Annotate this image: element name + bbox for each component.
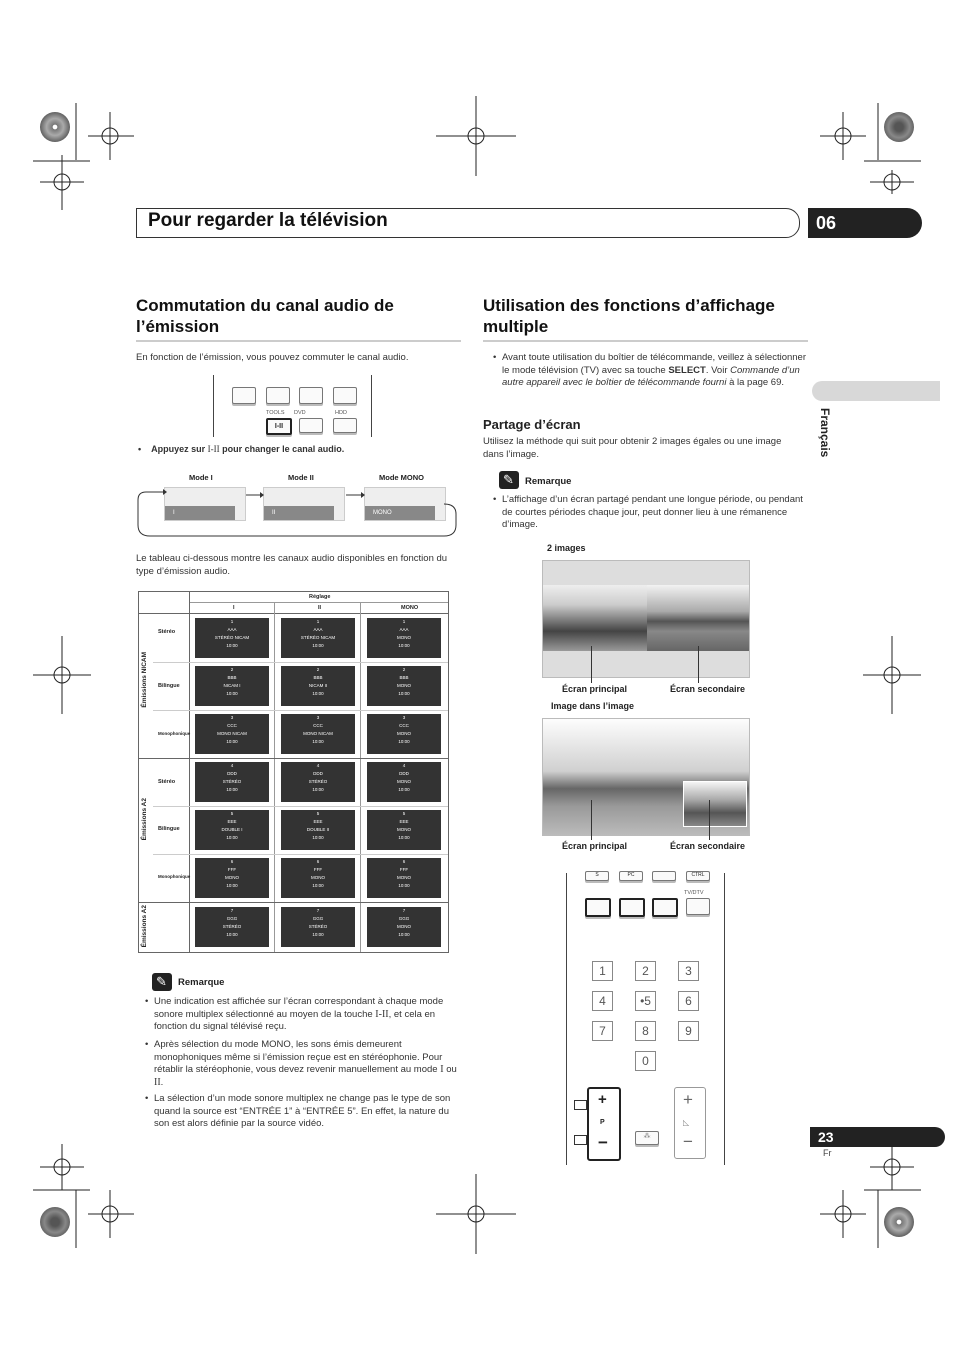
cell-text: 10:00 (398, 739, 410, 744)
channel-number: 5 (316, 811, 320, 816)
key-s[interactable]: S (585, 871, 609, 881)
cell-text: STÉRÉO (308, 779, 328, 784)
tvdtv-key[interactable] (686, 898, 710, 915)
cell-text: STÉRÉO (222, 779, 242, 784)
cell-text: STÉRÉO NICAM (214, 635, 250, 640)
table-cell (195, 666, 269, 706)
row-label: Stéréo (158, 779, 176, 785)
table-group-line (139, 758, 448, 759)
channel-number: 4 (316, 763, 320, 768)
column-i: I (233, 605, 235, 611)
cell-text: 10:00 (226, 835, 238, 840)
cell-text: MONO (397, 924, 411, 929)
cell-text: 10:00 (226, 739, 238, 744)
modes-cycle-arrows (136, 470, 461, 542)
cell-text: 10:00 (226, 883, 238, 888)
table-cell (367, 666, 441, 706)
num-key-4[interactable]: 4 (592, 991, 613, 1011)
table-cell (367, 810, 441, 850)
input-icon (574, 1135, 587, 1145)
cell-text: MONO NICAM (217, 731, 247, 736)
table-cell (195, 714, 269, 754)
left-note-title: Remarque (178, 977, 225, 988)
cell-text: FFF (227, 867, 237, 872)
table-cell (195, 762, 269, 802)
table-col-line (274, 603, 275, 952)
key-blank[interactable] (652, 871, 676, 881)
instruction: • Appuyez sur I-II pour changer le canal audio. (138, 444, 345, 454)
row-label: Bilingue (158, 683, 180, 689)
main-screen-photo (543, 585, 647, 651)
mode-1-indicator: I (165, 506, 235, 520)
cell-text: 10:00 (312, 835, 324, 840)
table-group-line (139, 902, 448, 903)
table-cell (281, 907, 355, 947)
left-intro: En fonction de l’émission, vous pouvez commuter le canal audio. (136, 352, 409, 363)
cell-text: 10:00 (312, 932, 324, 937)
table-cell (195, 810, 269, 850)
table-cell (281, 762, 355, 802)
cell-text: MONO (397, 779, 411, 784)
img1-sub-label: Écran secondaire (670, 684, 746, 694)
cell-text: 10:00 (226, 643, 238, 648)
language-label: Français (818, 408, 832, 458)
pip-image (542, 718, 750, 836)
cell-text: BBB (313, 675, 323, 680)
volume-icon: ◺ (683, 1118, 690, 1127)
left-heading: Commutation du canal audio de l’émission (136, 296, 394, 336)
cell-text: STÉRÉO NICAM (300, 635, 336, 640)
mode-2-label: Mode II (288, 473, 314, 482)
page-title: Pour regarder la télévision (148, 210, 388, 231)
cell-text: 10:00 (312, 739, 324, 744)
mode-2-indicator: II (264, 506, 334, 520)
cell-text: 10:00 (312, 643, 324, 648)
img1-leader-main (591, 646, 592, 683)
cell-text: CCC (227, 723, 237, 728)
table-row-line (153, 854, 448, 855)
table-cell (195, 858, 269, 898)
right-note-title: Remarque (525, 476, 572, 487)
dvd-label: DVD (294, 410, 306, 416)
cell-text: CCC (313, 723, 323, 728)
cell-text: DDD (313, 771, 323, 776)
table-cell (281, 858, 355, 898)
page-number: 23 (810, 1127, 945, 1147)
cell-text: DOUBLE II (306, 827, 330, 832)
group-label-a2: Émissions A2 (141, 798, 148, 841)
left-note-2: • Après sélection du mode MONO, les sons émis demeurent monophoniques même si l’émission reçue est en stéréophonie. Pour rétablir la stéréophonie, vous devez revenir manuellement au mode I ou II. (154, 1039, 460, 1089)
row-label: Monophonique (158, 731, 191, 736)
channel-number: 7 (316, 908, 320, 913)
language-code: Fr (823, 1148, 832, 1158)
hdd-label: HDD (335, 410, 347, 416)
column-ii: II (318, 605, 322, 611)
cell-text: 10:00 (312, 787, 324, 792)
group-label-nicam: Émissions NICAM (141, 652, 148, 708)
cell-text: STÉRÉO (308, 924, 328, 929)
cell-text: DDD (227, 771, 237, 776)
cell-text: EEE (313, 819, 323, 824)
right-heading: Utilisation des fonctions d’affichage multiple (483, 296, 775, 336)
chapter-number: 06 (808, 208, 922, 238)
table-cell (195, 907, 269, 947)
cell-text: EEE (227, 819, 237, 824)
registration-mark (40, 112, 70, 142)
cell-text: 10:00 (312, 691, 324, 696)
channel-number: 7 (402, 908, 406, 913)
audio-table (138, 591, 449, 953)
cell-text: MONO (311, 875, 325, 880)
registration-mark (884, 112, 914, 142)
img1-main-label: Écran principal (562, 684, 628, 694)
img2-label: Image dans l’image (551, 701, 635, 711)
group-label-a2-mono: Émissions A2 (141, 905, 148, 948)
dvd-key[interactable] (299, 418, 323, 433)
img1-label: 2 images (547, 543, 586, 553)
num-key-6[interactable]: 6 (678, 991, 699, 1011)
table-row-line (153, 662, 448, 663)
right-heading-rule (483, 340, 808, 342)
volume-down-icon: − (683, 1132, 693, 1151)
program-down-icon: − (598, 1133, 608, 1152)
num-key-3[interactable]: 3 (678, 961, 699, 981)
num-key-2[interactable]: 2 (635, 961, 656, 981)
cell-text: STÉRÉO (222, 924, 242, 929)
subheading: Partage d’écran (483, 417, 581, 432)
right-note: • L’affichage d’un écran partagé pendant une longue période, ou pendant de courtes périodes chaque jour, peut donner lieu à une rémanence d’image. (502, 494, 807, 532)
next-chapter-key[interactable] (266, 387, 290, 404)
num-key-9[interactable]: 9 (678, 1021, 699, 1041)
left-note-1: • Une indication est affichée sur l’écran correspondant à chaque mode sonore multiplex sélectionné au moyen de la touche I-II, et cela en fonction du signal télévisé reçu. (154, 996, 460, 1034)
table-col-line (189, 592, 190, 952)
remote-edge-left (566, 873, 567, 1165)
cell-text: 10:00 (226, 691, 238, 696)
cell-text: MONO (397, 875, 411, 880)
hdd-key[interactable] (333, 418, 357, 433)
mode-mono-label: Mode MONO (379, 473, 424, 482)
channel-number: 5 (402, 811, 406, 816)
mode-mono-indicator: MONO (365, 506, 435, 520)
channel-number: 3 (402, 715, 406, 720)
pip-key[interactable] (619, 898, 645, 917)
remote-edge-right (371, 375, 372, 437)
column-mono: MONO (401, 605, 419, 611)
cell-text: AAA (227, 627, 237, 632)
cell-text: AAA (313, 627, 323, 632)
program-label: P (600, 1119, 605, 1126)
cell-text: FFF (399, 867, 409, 872)
right-bullet: • Avant toute utilisation du boîtier de télécommande, veillez à sélectionner le mode télévision (TV) avec sa touche SELECT. Voir Commande d’un autre appareil avec le boîtier de télécommande fourni à la page 69. (502, 352, 807, 390)
tools-label: TOOLS (266, 410, 285, 416)
table-cell (367, 858, 441, 898)
table-row-line (153, 710, 448, 711)
split-screen-key[interactable] (585, 898, 611, 917)
channel-number: 4 (402, 763, 406, 768)
channel-number: 1 (230, 619, 234, 624)
sub-text: Utilisez la méthode qui suit pour obtenir 2 images égales ou une image dans l’image. (483, 436, 782, 460)
sub-screen-photo (647, 585, 749, 651)
language-tab (812, 381, 940, 401)
note-icon (499, 471, 519, 489)
cell-text: 10:00 (398, 835, 410, 840)
input-icon (574, 1100, 587, 1110)
note-icon (152, 973, 172, 991)
table-cell (367, 618, 441, 658)
volume-rocker[interactable] (674, 1087, 706, 1159)
channel-number: 7 (230, 908, 234, 913)
channel-number: 3 (316, 715, 320, 720)
img2-leader-sub (709, 800, 710, 840)
prev-chapter-key[interactable] (232, 387, 256, 404)
table-cell (281, 810, 355, 850)
cell-text: BBB (399, 675, 409, 680)
table-cell (281, 618, 355, 658)
table-cell (281, 666, 355, 706)
remote-edge-left (213, 375, 214, 437)
img2-leader-main (591, 800, 592, 840)
num-key-0[interactable]: 0 (635, 1051, 656, 1071)
cell-text: FFF (313, 867, 323, 872)
num-key-5[interactable]: •5 (635, 991, 656, 1011)
table-header-bottom (139, 613, 448, 614)
left-note-3: • La sélection d’un mode sonore multiplex ne change pas le type de son quand la source est “ENTRÉE 1” à “ENTRÉE 5”. En effet, la nature du son est alors définie par la source vidéo. (154, 1093, 460, 1131)
img1-leader-sub (698, 646, 699, 683)
row-label: Monophonique (158, 874, 191, 879)
cell-text: MONO (397, 635, 411, 640)
table-cell (195, 618, 269, 658)
cell-text: GGG (312, 916, 324, 921)
cell-text: 10:00 (312, 883, 324, 888)
menu-key[interactable] (299, 387, 323, 404)
table-cell (367, 714, 441, 754)
program-up-icon: + (598, 1091, 607, 1108)
volume-up-icon: + (683, 1090, 693, 1109)
cell-text: AAA (399, 627, 409, 632)
cell-text: MONO (397, 683, 411, 688)
remote-edge-right (724, 873, 725, 1165)
channel-number: 6 (402, 859, 406, 864)
channel-number: 3 (230, 715, 234, 720)
cell-text: 10:00 (398, 643, 410, 648)
mode-1-label: Mode I (189, 473, 213, 482)
table-cell (367, 762, 441, 802)
num-key-8[interactable]: 8 (635, 1021, 656, 1041)
channel-number: 5 (230, 811, 234, 816)
cell-text: NICAM I (223, 683, 241, 688)
channel-number: 1 (402, 619, 406, 624)
row-label: Bilingue (158, 826, 180, 832)
cell-text: BBB (227, 675, 237, 680)
split-screen-image (542, 560, 750, 678)
table-intro: Le tableau ci-dessous montre les canaux audio disponibles en fonction du type d’émission audio. (136, 553, 448, 577)
cell-text: 10:00 (398, 787, 410, 792)
swap-key[interactable] (652, 898, 678, 917)
cell-text: DDD (399, 771, 409, 776)
audio-i-ii-key[interactable]: I-II (266, 418, 292, 435)
cell-text: GGG (226, 916, 238, 921)
row-label: Stéréo (158, 629, 176, 635)
channel-number: 2 (230, 667, 234, 672)
key-pc[interactable]: PC (619, 871, 643, 881)
cell-text: MONO NICAM (303, 731, 333, 736)
tvdtv-label: TV/DTV (684, 890, 704, 896)
cell-text: 10:00 (226, 787, 238, 792)
channel-number: 4 (230, 763, 234, 768)
registration-mark (884, 1207, 914, 1237)
table-cell (367, 907, 441, 947)
list-key[interactable] (333, 387, 357, 404)
pip-sub-window (683, 781, 747, 827)
cell-text: MONO (397, 731, 411, 736)
channel-number: 2 (316, 667, 320, 672)
img2-sub-label: Écran secondaire (670, 841, 746, 851)
cell-text: MONO (225, 875, 239, 880)
table-col-line (360, 603, 361, 952)
cell-text: EEE (399, 819, 409, 824)
table-row-line (153, 806, 448, 807)
num-key-1[interactable]: 1 (592, 961, 613, 981)
table-header-line (189, 602, 448, 603)
cell-text: 10:00 (226, 932, 238, 937)
cell-text: MONO (397, 827, 411, 832)
num-key-7[interactable]: 7 (592, 1021, 613, 1041)
registration-mark (40, 1207, 70, 1237)
cell-text: GGG (398, 916, 410, 921)
key-ctrl[interactable]: CTRL (686, 871, 710, 881)
left-heading-rule (136, 340, 461, 342)
cell-text: 10:00 (398, 883, 410, 888)
cell-text: DOUBLE I (221, 827, 243, 832)
remote-control (566, 873, 726, 1165)
channel-number: 2 (402, 667, 406, 672)
mute-key[interactable]: ⁂ (635, 1131, 659, 1145)
channel-number: 6 (316, 859, 320, 864)
program-rocker[interactable] (587, 1087, 621, 1161)
channel-number: 6 (230, 859, 234, 864)
cell-text: NICAM II (308, 683, 328, 688)
remote-fragment (213, 375, 373, 437)
cell-text: 10:00 (398, 932, 410, 937)
table-header-reglage: Réglage (309, 594, 331, 600)
cell-text: CCC (399, 723, 409, 728)
modes-diagram (136, 470, 461, 542)
channel-number: 1 (316, 619, 320, 624)
table-cell (281, 714, 355, 754)
cell-text: 10:00 (398, 691, 410, 696)
img2-main-label: Écran principal (562, 841, 628, 851)
